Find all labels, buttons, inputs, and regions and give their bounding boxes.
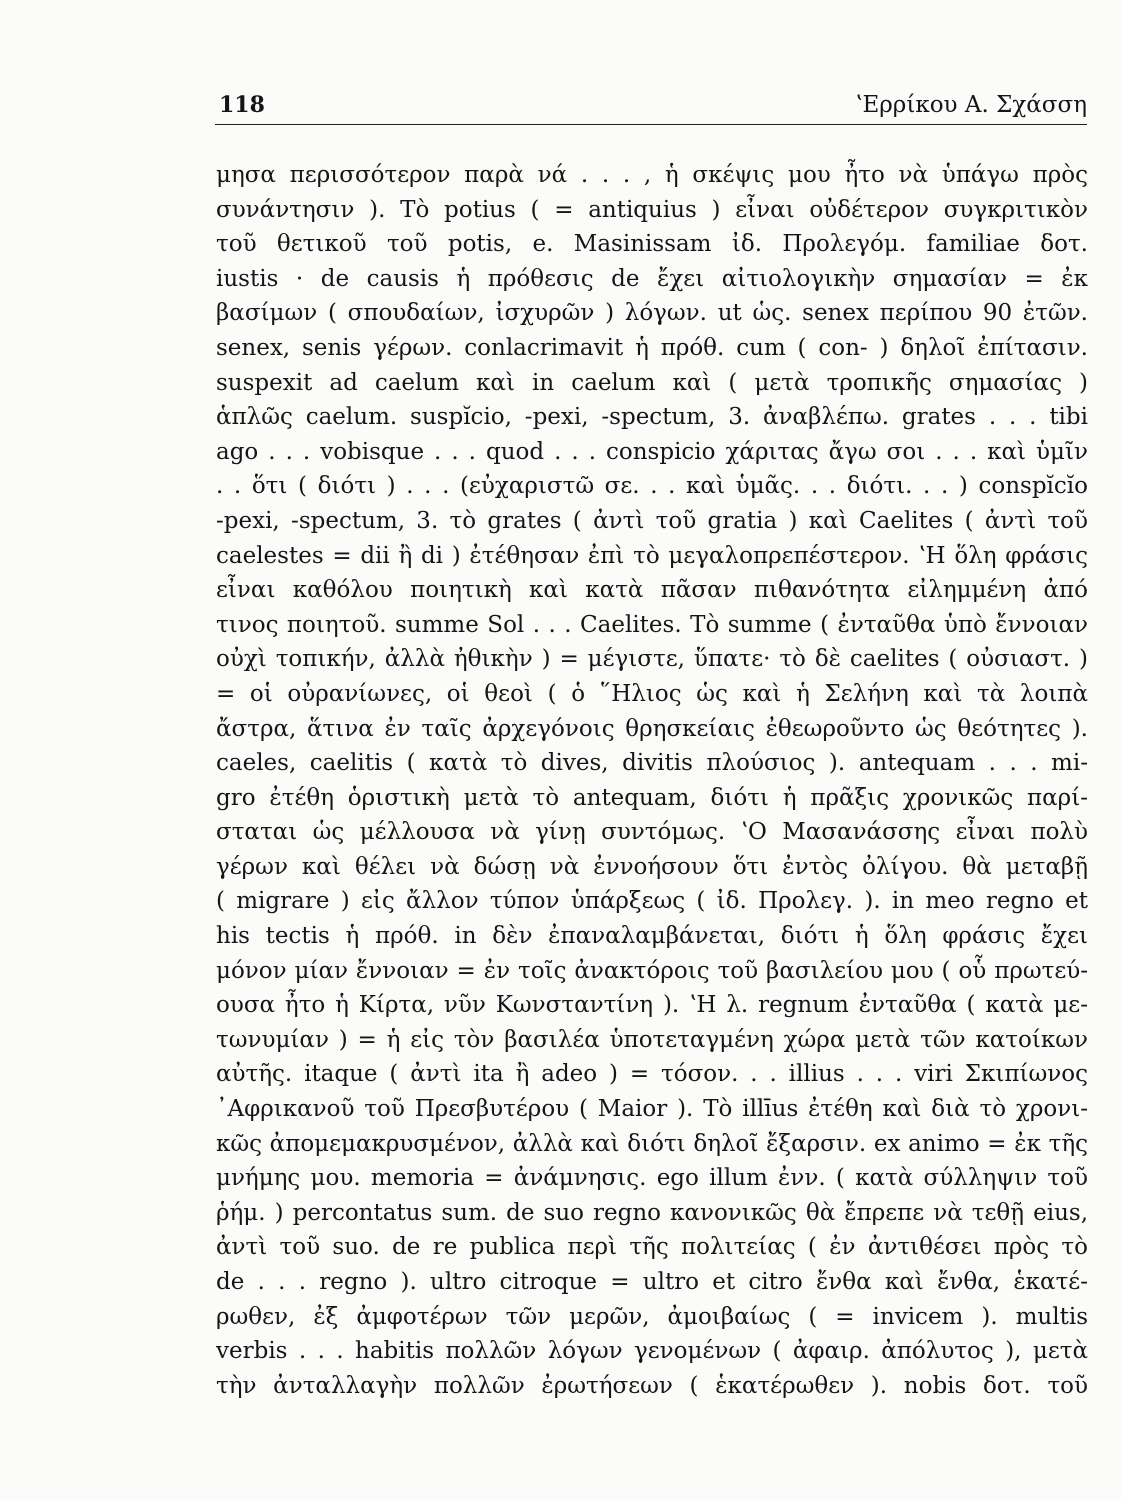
text-line: de . . . regno ). ultro citroque = ultro et citro ἔνθα καὶ ἔνθα, ἑκατέ- [216, 1269, 1088, 1295]
text-line: verbis . . . habitis πολλῶν λόγων γενομένων ( ἀφαιρ. ἀπόλυτος ), μετὰ [216, 1338, 1088, 1365]
text-line: αὐτῆς. itaque ( ἀντὶ ita ἢ adeo ) = τόσον. . . illius . . . viri Σκιπίωνος [216, 1061, 1088, 1088]
text-line: μησα περισσότερον παρὰ νά . . . , ἡ σκέψις μου ἦτο νὰ ὑπάγω πρὸς [216, 162, 1088, 188]
text-line: τὴν ἀνταλλαγὴν πολλῶν ἐρωτήσεων ( ἑκατέρωθεν ). nobis δοτ. τοῦ [216, 1372, 1088, 1399]
text-line: caeles, caelitis ( κατὰ τὸ dives, divitis πλούσιος ). antequam . . . mi- [216, 750, 1088, 777]
text-line: ἀντὶ τοῦ suo. de re publica περὶ τῆς πολιτείας ( ἐν ἀντιθέσει πρὸς τὸ [216, 1234, 1088, 1261]
text-line: συνάντησιν ). Τὸ potius ( = antiquius ) εἶναι οὐδέτερον συγκριτικὸν [216, 196, 1088, 223]
page-number: 118 [219, 92, 265, 118]
text-line: ἁπλῶς caelum. suspĭcio, -pexi, -spectum, 3. ἀναβλέπω. grates . . . tibi [216, 404, 1088, 431]
text-line: εἶναι καθόλου ποιητικὴ καὶ κατὰ πᾶσαν πιθανότητα εἰλημμένη ἀπό [216, 577, 1088, 604]
text-line: ἄστρα, ἅτινα ἐν ταῖς ἀρχεγόνοις θρησκείαις ἐθεωροῦντο ὡς θεότητες ). [216, 715, 1088, 742]
text-line: τωνυμίαν ) = ἡ εἰς τὸν βασιλέα ὑποτεταγμένη χώρα μετὰ τῶν κατοίκων [216, 1026, 1088, 1053]
text-line: ᾽Αφρικανοῦ τοῦ Πρεσβυτέρου ( Maior ). Τὸ illīus ἐτέθη καὶ διὰ τὸ χρονι- [216, 1096, 1088, 1123]
text-line: οὐχὶ τοπικήν, ἀλλὰ ἠθικὴν ) = μέγιστε, ὕπατε· τὸ δὲ caelites ( οὐσιαστ. ) [216, 646, 1088, 673]
text-line: iustis · de causis ἡ πρόθεσις de ἔχει αἰτιολογικὴν σημασίαν = ἐκ [216, 265, 1088, 292]
text-line: ῥήμ. ) percontatus sum. de suo regno κανονικῶς θὰ ἔπρεπε νὰ τεθῇ eius, [216, 1199, 1088, 1226]
text-line: ουσα ἦτο ἡ Κίρτα, νῦν Κωνσταντίνη ). ʽΗ λ. regnum ἐνταῦθα ( κατὰ με- [216, 992, 1088, 1019]
text-line: ago . . . vobisque . . . quod . . . conspicio χάριτας ἄγω σοι . . . καὶ ὑμῖν [216, 438, 1088, 465]
text-line: suspexit ad caelum καὶ in caelum καὶ ( μετὰ τροπικῆς σημασίας ) [216, 369, 1088, 396]
text-line: = οἱ οὐρανίωνες, οἱ θεοὶ ( ὁ ῞Ηλιος ὡς καὶ ἡ Σελήνη καὶ τὰ λοιπὰ [216, 680, 1088, 707]
text-line: τοῦ θετικοῦ τοῦ potis, e. Masinissam ἰδ. Προλεγόμ. familiae δοτ. [216, 231, 1088, 258]
text-line: caelestes = dii ἢ di ) ἐτέθησαν ἐπὶ τὸ μεγαλοπρεπέστερον. ʽΗ ὅλη φράσις [216, 542, 1088, 569]
text-line: his tectis ἡ πρόθ. in δὲν ἐπαναλαμβάνεται, διότι ἡ ὅλη φράσις ἔχει [216, 923, 1088, 950]
text-line: gro ἐτέθη ὁριστικὴ μετὰ τὸ antequam, διότι ἡ πρᾶξις χρονικῶς παρί- [216, 784, 1088, 811]
text-line: μόνον μίαν ἔννοιαν = ἐν τοῖς ἀνακτόροις τοῦ βασιλείου μου ( οὗ πρωτεύ- [216, 957, 1088, 984]
commentary-text [216, 158, 1088, 1403]
text-line: βασίμων ( σπουδαίων, ἰσχυρῶν ) λόγων. ut ὡς. senex περίπου 90 ἐτῶν. [216, 300, 1088, 327]
text-line: γέρων καὶ θέλει νὰ δώσῃ νὰ ἐννοήσουν ὅτι ἐντὸς ὀλίγου. θὰ μεταβῇ [216, 853, 1088, 880]
text-line: . . ὅτι ( διότι ) . . . (εὐχαριστῶ σε. . . καὶ ὑμᾶς. . . διότι. . . ) conspĭcĭo [216, 473, 1088, 500]
running-head: ʽΕρρίκου Α. Σχάσση [855, 92, 1087, 118]
text-line: ρωθεν, ἐξ ἀμφοτέρων τῶν μερῶν, ἀμοιβαίως ( = invicem ). multis [216, 1303, 1088, 1330]
text-line: μνήμης μου. memoria = ἀνάμνησις. ego illum ἐνν. ( κατὰ σύλληψιν τοῦ [216, 1165, 1088, 1192]
page-header [215, 92, 1087, 125]
text-line: ( migrare ) εἰς ἄλλον τύπον ὑπάρξεως ( ἰδ. Προλεγ. ). in meo regno et [216, 888, 1088, 915]
text-line: σταται ὡς μέλλουσα νὰ γίνῃ συντόμως. ʽΟ Μασανάσσης εἶναι πολὺ [216, 819, 1088, 846]
text-line: τινος ποιητοῦ. summe Sol . . . Caelites. Τὸ summe ( ἐνταῦθα ὑπὸ ἔννοιαν [216, 611, 1088, 638]
text-line: -pexi, -spectum, 3. τὸ grates ( ἀντὶ τοῦ gratia ) καὶ Caelites ( ἀντὶ τοῦ [216, 507, 1088, 534]
text-line: senex, senis γέρων. conlacrimavit ἡ πρόθ. cum ( con- ) δηλοῖ ἐπίτασιν. [216, 334, 1088, 361]
text-line: κῶς ἀπομεμακρυσμένον, ἀλλὰ καὶ διότι δηλοῖ ἔξαρσιν. ex animo = ἐκ τῆς [216, 1130, 1088, 1157]
